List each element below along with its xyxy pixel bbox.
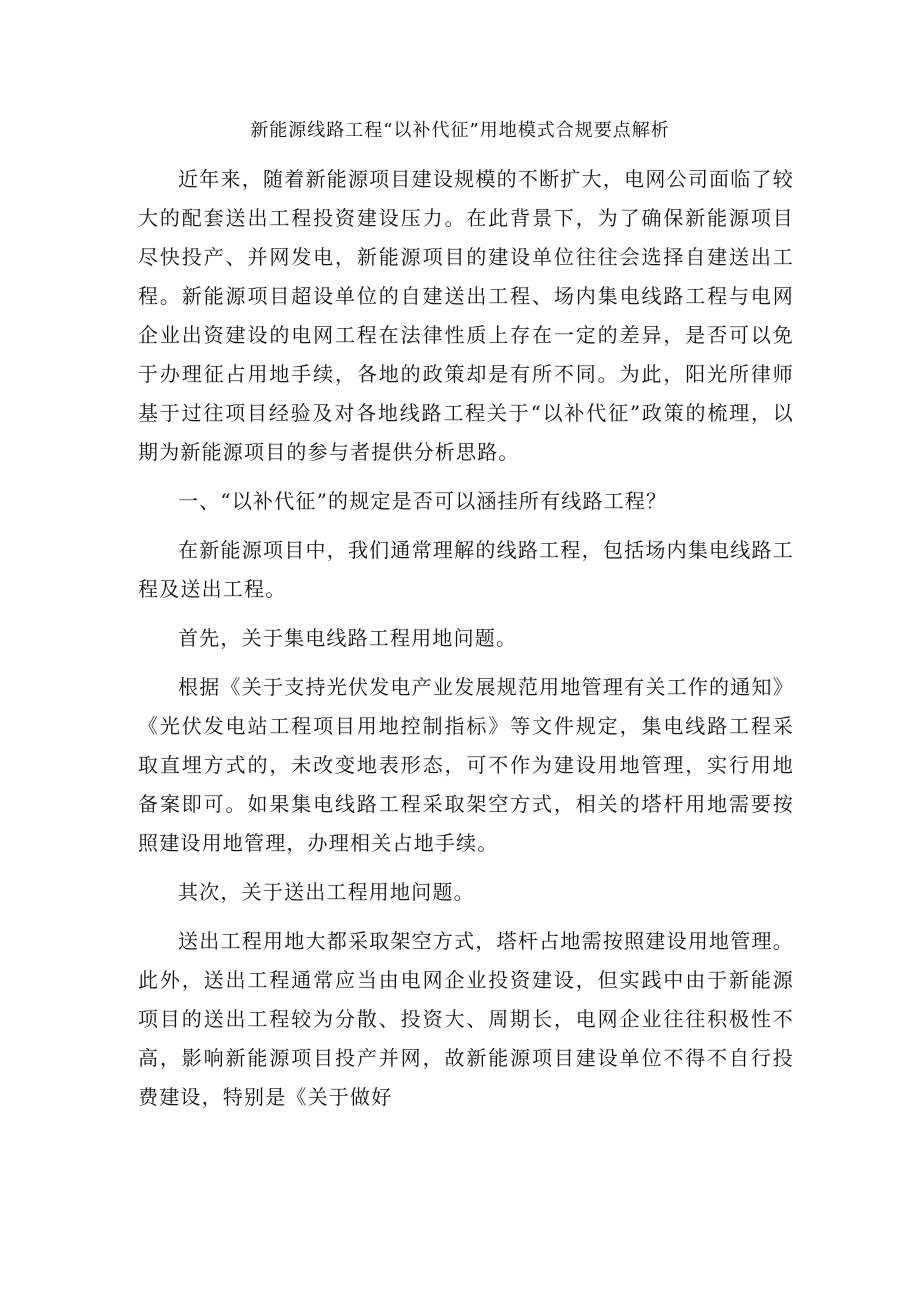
subheading-collector-lines: 首先，关于集电线路工程用地问题。 bbox=[178, 626, 518, 650]
paragraph-intro: 近年来，随着新能源项目建设规模的不断扩大，电网公司面临了较大的配套送出工程投资建设压力。在此背景下，为了确保新能源项目尽快投产、并网发电，新能源项目的建设单位往往会选择自建送出工程。新能源项目超设单位的自建送出工程、场内集电线路工程与电网企业出资建设的电网工程在法律性质上存在一定的差异，是否可以免于办理征占用地手续，各地的政策却是有所不同。为此，阳光所律师基于过往项目经验及对各地线路工程关于“以补代征”政策的梳理，以期为新能源项目的参与者提供分析思路。 bbox=[138, 167, 794, 464]
paragraph-transmission: 送出工程用地大都采取架空方式，塔杆占地需按照建设用地管理。此外，送出工程通常应当由电网企业投资建设，但实践中由于新能源项目的送出工程较为分散、投资大、周期长，电网企业往往积极性不高，影响新能源项目投产并网，故新能源项目建设单位不得不自行投费建设，特别是《关于做好 bbox=[138, 929, 794, 1109]
paragraph-line-projects: 在新能源项目中，我们通常理解的线路工程，包括场内集电线路工程及送出工程。 bbox=[138, 538, 794, 601]
subheading-transmission: 其次，关于送出工程用地问题。 bbox=[178, 880, 475, 904]
document-body bbox=[138, 160, 794, 1127]
document-title: 新能源线路工程“以补代征”用地模式合规要点解析 bbox=[250, 120, 670, 141]
section-heading-1: 一、“以补代征”的规定是否可以涵挂所有线路工程？ bbox=[178, 489, 668, 513]
paragraph-collector-lines: 根据《关于支持光伏发电产业发展规范用地管理有关工作的通知》《光伏发电站工程项目用地控制指标》等文件规定，集电线路工程采取直埋方式的，未改变地表形态，可不作为建设用地管理，实行用地备案即可。如果集电线路工程采取架空方式，相关的塔杆用地需要按照建设用地管理，办理相关占地手续。 bbox=[138, 675, 794, 855]
